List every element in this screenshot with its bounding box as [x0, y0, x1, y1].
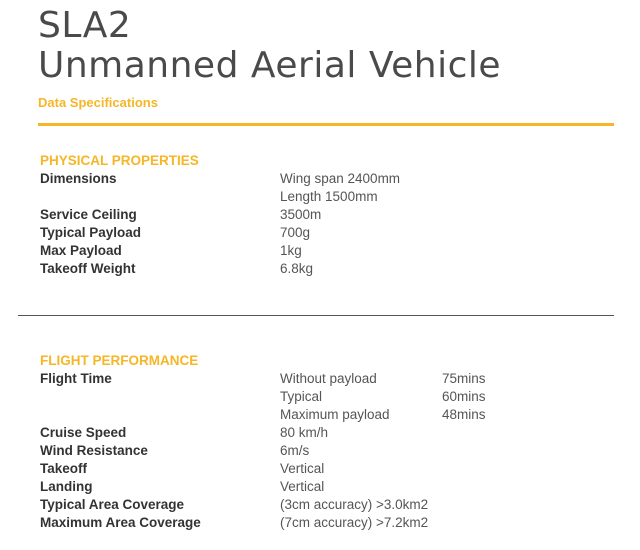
spec-row	[40, 478, 620, 496]
spec-row-flight-time	[40, 370, 620, 424]
spec-row	[40, 170, 620, 206]
flight-performance-section	[40, 352, 620, 532]
spec-value: 6.8kg	[280, 261, 314, 276]
spec-label: Cruise Speed	[40, 425, 127, 440]
subtitle: Data Specifications	[38, 95, 158, 110]
spec-label: Landing	[40, 479, 93, 494]
spec-value: 80 km/h	[280, 425, 329, 440]
page-title	[38, 6, 501, 86]
spec-label: Flight Time	[40, 371, 112, 386]
spec-label: Service Ceiling	[40, 207, 137, 222]
spec-label: Takeoff Weight	[40, 261, 136, 276]
spec-value: Vertical	[280, 479, 325, 494]
spec-label: Typical Payload	[40, 225, 142, 240]
spec-value: 6m/s	[280, 443, 310, 458]
spec-label: Dimensions	[40, 171, 117, 186]
section-heading: FLIGHT PERFORMANCE	[40, 353, 199, 368]
spec-label: Max Payload	[40, 243, 122, 258]
spec-value: Wing span 2400mm	[280, 171, 401, 186]
flight-time-entry	[280, 388, 486, 406]
spec-row	[40, 242, 620, 260]
spec-row	[40, 206, 620, 224]
flight-time-duration: 60mins	[442, 389, 486, 404]
section-divider	[18, 315, 614, 316]
flight-time-condition: Typical	[280, 389, 323, 404]
spec-row	[40, 496, 620, 514]
spec-row	[40, 260, 620, 278]
spec-value: (3cm accuracy) >3.0km2	[280, 497, 429, 512]
spec-value: 3500m	[280, 207, 322, 222]
spec-label: Wind Resistance	[40, 443, 148, 458]
flight-time-duration: 48mins	[442, 407, 486, 422]
spec-value: 700g	[280, 225, 311, 240]
accent-rule	[38, 123, 614, 126]
spec-row	[40, 514, 620, 532]
spec-row	[40, 224, 620, 242]
spec-label: Takeoff	[40, 461, 88, 476]
title-line-description: Unmanned Aerial Vehicle	[38, 45, 502, 86]
title-line-model: SLA2	[38, 5, 132, 46]
flight-time-entry	[280, 406, 486, 424]
spec-label: Typical Area Coverage	[40, 497, 185, 512]
flight-time-condition: Without payload	[280, 371, 377, 386]
spec-label: Maximum Area Coverage	[40, 515, 201, 530]
spec-value: (7cm accuracy) >7.2km2	[280, 515, 429, 530]
section-heading: PHYSICAL PROPERTIES	[40, 153, 199, 168]
flight-time-duration: 75mins	[442, 371, 486, 386]
spec-value: Length 1500mm	[280, 189, 378, 204]
spec-value: Vertical	[280, 461, 325, 476]
physical-properties-section	[40, 152, 620, 278]
flight-time-entry	[280, 370, 486, 388]
spec-value: 1kg	[280, 243, 302, 258]
spec-row	[40, 460, 620, 478]
spec-row	[40, 424, 620, 442]
flight-time-condition: Maximum payload	[280, 407, 390, 422]
spec-row	[40, 442, 620, 460]
